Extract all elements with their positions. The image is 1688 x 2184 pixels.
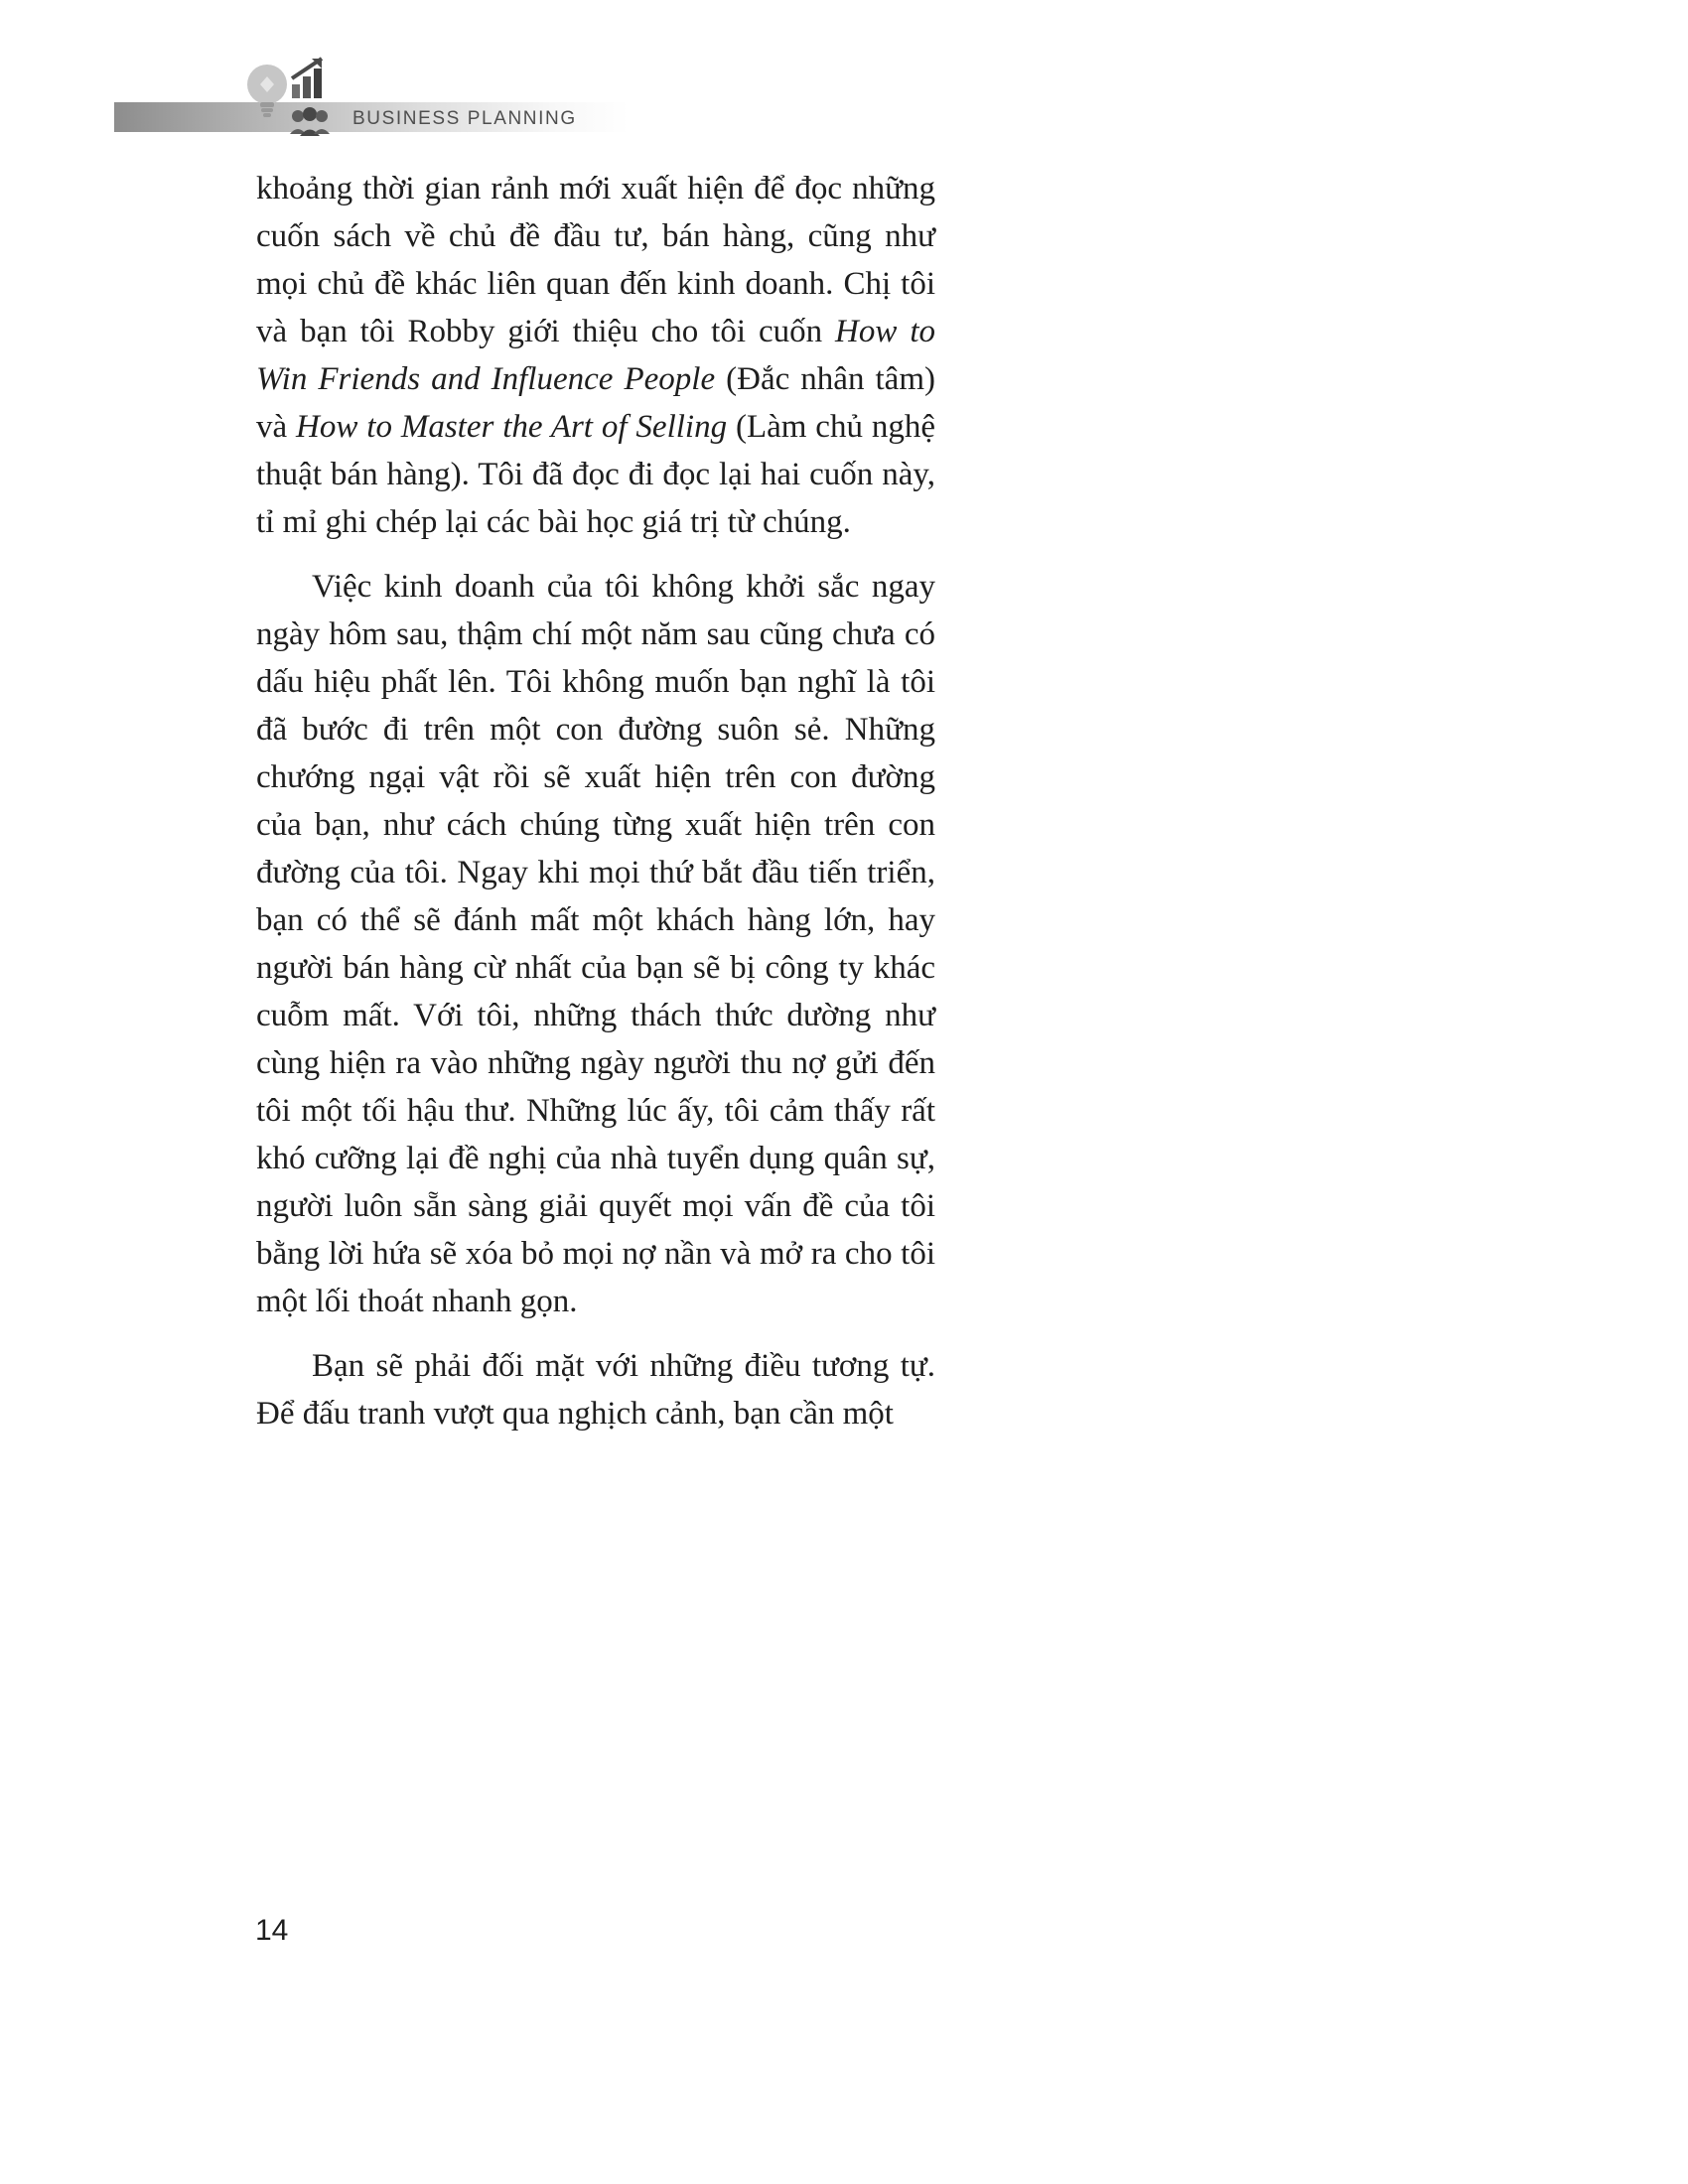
business-planning-icon [240, 55, 336, 146]
paragraph-2 [256, 563, 935, 1325]
body-text [256, 165, 935, 1454]
text-segment: Việc kinh doanh của tôi không khởi sắc ngay ngày hôm sau, thậm chí một năm sau cũng chưa có dấu hiệu phất lên. Tôi không muốn bạn nghĩ là tôi đã bước đi trên một con đường suôn sẻ. Những chướng ngại vật rồi sẽ xuất hiện trên con đường của bạn, như cách chúng từng xuất hiện trên con đường của tôi. Ngay khi mọi thứ bắt đầu tiến triển, bạn có thể sẽ đánh mất một khách hàng lớn, hay người bán hàng cừ nhất của bạn sẽ bị công ty khác cuỗm mất. Với tôi, những thách thức dường như cùng hiện ra vào những ngày người thu nợ gửi đến tôi một tối hậu thư. Những lúc ấy, tôi cảm thấy rất khó cưỡng lại đề nghị của nhà tuyển dụng quân sự, người luôn sẵn sàng giải quyết mọi vấn đề của tôi bằng lời hứa sẽ xóa bỏ mọi nợ nần và mở ra cho tôi một lối thoát nhanh gọn. [256, 569, 935, 1319]
paragraph-1 [256, 165, 935, 546]
text-segment: (Làm chủ nghệ thuật bán hàng). Tôi đã đọc đi đọc lại hai cuốn này, tỉ mỉ ghi chép lại các bài học giá trị từ chúng. [256, 409, 935, 540]
text-segment: Bạn sẽ phải đối mặt với những điều tương tự. Để đấu tranh vượt qua nghịch cảnh, bạn cần một [256, 1348, 935, 1432]
chart-icon [292, 59, 322, 98]
text-segment: khoảng thời gian rảnh mới xuất hiện để đọc những cuốn sách về chủ đề đầu tư, bán hàng, cũng như mọi chủ đề khác liên quan đến kinh doanh. Chị tôi và bạn tôi Robby giới thiệu cho tôi cuốn [256, 171, 935, 349]
paragraph-3 [256, 1342, 935, 1437]
text-segment: (Đắc nhân tâm) và [256, 361, 935, 445]
lightbulb-icon [247, 65, 287, 117]
book-title-italic: How to Master the Art of Selling [296, 409, 728, 445]
people-icon [290, 107, 330, 136]
book-title-italic: How to Win Friends and Influence People [256, 314, 936, 397]
page-number: 14 [255, 1914, 289, 1947]
header-title: BUSINESS PLANNING [352, 108, 577, 129]
